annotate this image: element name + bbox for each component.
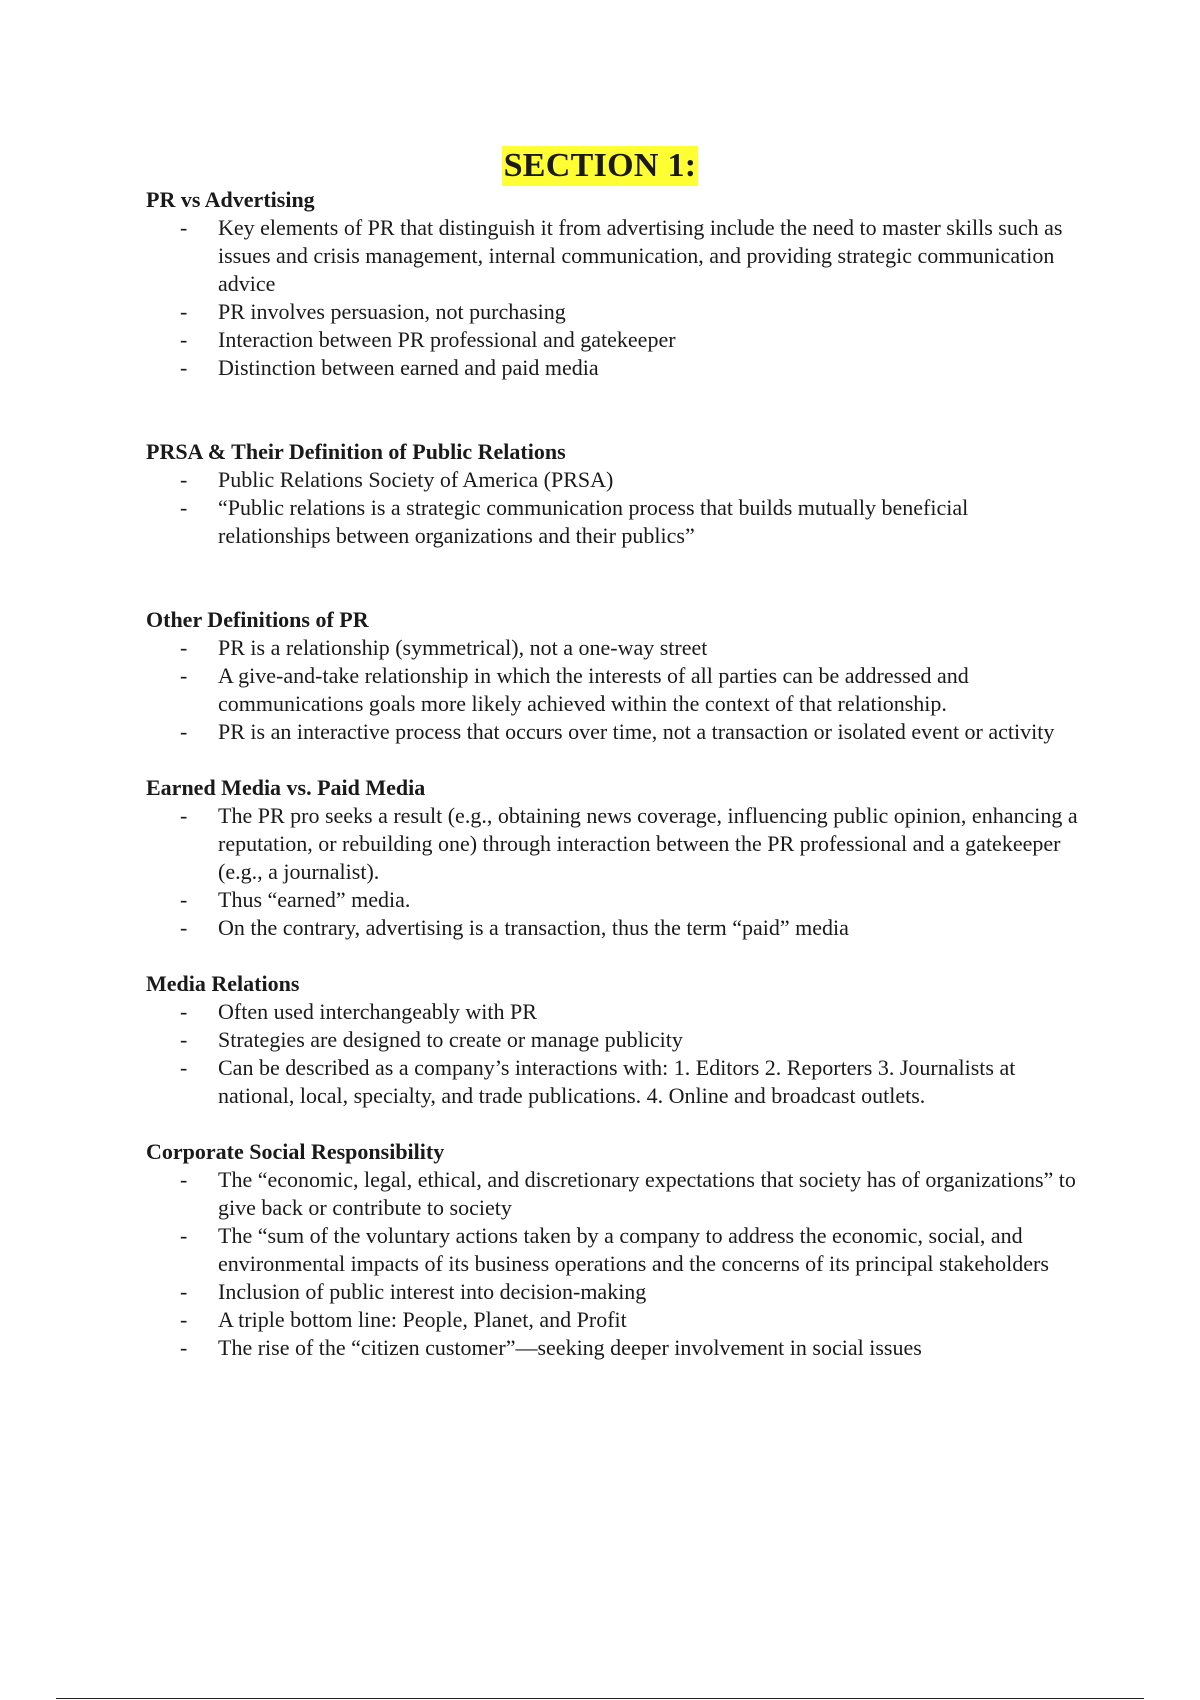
section-media-relations — [146, 970, 1086, 1110]
bullet-text: Interaction between PR professional and gatekeeper — [218, 327, 676, 352]
section-spacer — [146, 746, 1086, 774]
section-other-definitions — [146, 606, 1086, 746]
bullet-marker: - — [180, 1055, 188, 1080]
section-pr-vs-advertising — [146, 186, 1086, 382]
bullet-marker: - — [180, 327, 188, 352]
bullet-marker: - — [180, 999, 188, 1024]
list-item — [146, 634, 1086, 662]
bullet-marker: - — [180, 495, 188, 520]
bullet-marker: - — [180, 663, 188, 688]
bullet-text: Distinction between earned and paid media — [218, 355, 599, 380]
list-item — [146, 1054, 1086, 1110]
bullet-marker: - — [180, 355, 188, 380]
bullet-list — [146, 998, 1086, 1110]
bullet-marker: - — [180, 915, 188, 940]
section-prsa-definition — [146, 438, 1086, 550]
section-spacer — [146, 1110, 1086, 1138]
bullet-marker: - — [180, 803, 188, 828]
list-item — [146, 998, 1086, 1026]
bullet-text: Can be described as a company’s interactions with: 1. Editors 2. Reporters 3. Journalists at national, local, specialty, and trade publications. 4. Online and broadcast outlets. — [218, 1055, 1016, 1108]
list-item — [146, 802, 1086, 886]
section-heading: PRSA & Their Definition of Public Relations — [146, 439, 566, 464]
bullet-text: The “economic, legal, ethical, and discretionary expectations that society has of organizations” to give back or contribute to society — [218, 1167, 1076, 1220]
bullet-marker: - — [180, 1167, 188, 1192]
bullet-marker: - — [180, 1027, 188, 1052]
list-item — [146, 298, 1086, 326]
bullet-marker: - — [180, 215, 188, 240]
bullet-text: Inclusion of public interest into decision-making — [218, 1279, 647, 1304]
bullet-marker: - — [180, 1335, 188, 1360]
list-item — [146, 354, 1086, 382]
section-earned-vs-paid — [146, 774, 1086, 942]
list-item — [146, 1334, 1086, 1362]
bullet-text: On the contrary, advertising is a transaction, thus the term “paid” media — [218, 915, 849, 940]
bullet-marker: - — [180, 1307, 188, 1332]
list-item — [146, 1166, 1086, 1222]
bullet-text: PR is an interactive process that occurs over time, not a transaction or isolated event or activity — [218, 719, 1055, 744]
section-heading: Earned Media vs. Paid Media — [146, 775, 426, 800]
section-spacer — [146, 382, 1086, 438]
bullet-marker: - — [180, 1279, 188, 1304]
list-item — [146, 718, 1086, 746]
list-item — [146, 662, 1086, 718]
bullet-text: The “sum of the voluntary actions taken by a company to address the economic, social, and environmental impacts of its business operations and the concerns of its principal stakeholders — [218, 1223, 1049, 1276]
list-item — [146, 214, 1086, 298]
bullet-list — [146, 802, 1086, 942]
bullet-marker: - — [180, 887, 188, 912]
section-spacer — [146, 550, 1086, 606]
bullet-list — [146, 214, 1086, 382]
bullet-marker: - — [180, 299, 188, 324]
bullet-list — [146, 634, 1086, 746]
section-heading: Other Definitions of PR — [146, 607, 369, 632]
page-title: SECTION 1: — [503, 147, 697, 184]
bullet-text: PR involves persuasion, not purchasing — [218, 299, 566, 324]
list-item — [146, 886, 1086, 914]
list-item — [146, 466, 1086, 494]
bullet-text: “Public relations is a strategic communication process that builds mutually beneficial relationships between organizations and their publics” — [218, 495, 969, 548]
bullet-list — [146, 466, 1086, 550]
list-item — [146, 494, 1086, 550]
bullet-text: Key elements of PR that distinguish it from advertising include the need to master skills such as issues and crisis management, internal communication, and providing strategic communication advice — [218, 215, 1063, 296]
list-item — [146, 1306, 1086, 1334]
bullet-text: Strategies are designed to create or manage publicity — [218, 1027, 683, 1052]
bullet-marker: - — [180, 1223, 188, 1248]
list-item — [146, 1222, 1086, 1278]
section-spacer — [146, 942, 1086, 970]
bullet-marker: - — [180, 635, 188, 660]
bullet-text: Thus “earned” media. — [218, 887, 411, 912]
bullet-marker: - — [180, 719, 188, 744]
list-item — [146, 1278, 1086, 1306]
bullet-text: Public Relations Society of America (PRSA) — [218, 467, 614, 492]
notes-content — [146, 186, 1086, 1362]
title-wrap — [0, 146, 1200, 186]
section-heading: PR vs Advertising — [146, 187, 315, 212]
bullet-text: Often used interchangeably with PR — [218, 999, 537, 1024]
bullet-text: PR is a relationship (symmetrical), not a one-way street — [218, 635, 708, 660]
list-item — [146, 1026, 1086, 1054]
section-heading: Media Relations — [146, 971, 300, 996]
bullet-text: The PR pro seeks a result (e.g., obtaining news coverage, influencing public opinion, enhancing a reputation, or rebuilding one) through interaction between the PR professional and a gatekeeper (e.g., a journalist). — [218, 803, 1078, 884]
list-item — [146, 914, 1086, 942]
list-item — [146, 326, 1086, 354]
page-bottom-rule — [56, 1698, 1144, 1699]
section-heading: Corporate Social Responsibility — [146, 1139, 445, 1164]
bullet-text: A give-and-take relationship in which the interests of all parties can be addressed and communications goals more likely achieved within the context of that relationship. — [218, 663, 969, 716]
bullet-marker: - — [180, 467, 188, 492]
section-csr — [146, 1138, 1086, 1362]
bullet-text: The rise of the “citizen customer”—seeking deeper involvement in social issues — [218, 1335, 922, 1360]
bullet-list — [146, 1166, 1086, 1362]
bullet-text: A triple bottom line: People, Planet, and Profit — [218, 1307, 627, 1332]
